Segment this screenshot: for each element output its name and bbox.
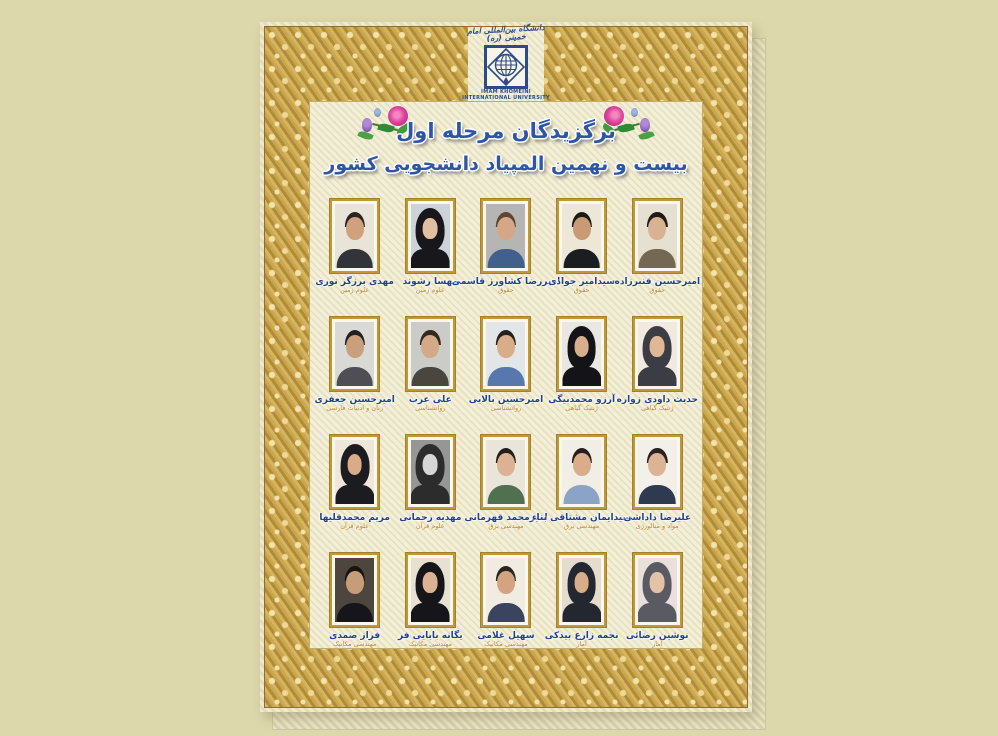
person-card [616, 317, 698, 435]
portrait-frame [406, 199, 455, 273]
person-field: علوم قرآن [340, 522, 370, 531]
face-shape [497, 335, 515, 359]
portrait-frame [406, 553, 455, 627]
person-field: علوم زمین [415, 286, 445, 295]
portrait-photo [562, 558, 601, 622]
person-name: مهسا رشوند [402, 277, 459, 287]
university-logo [461, 22, 551, 101]
portrait-photo [335, 204, 374, 268]
torso-shape [412, 367, 449, 386]
person-name: مهدی برزگر نوری [315, 277, 394, 287]
person-field: مواد و متالورژی [635, 522, 679, 531]
person-name: نوشین رضائی [626, 631, 689, 641]
ornamental-gold-frame [264, 22, 748, 708]
torso-shape [336, 249, 373, 268]
person-name: آرزو محمدبیگی [548, 395, 616, 405]
portrait-frame [481, 553, 530, 627]
university-name-en-line2: INTERNATIONAL UNIVERSITY [462, 94, 550, 101]
face-shape [573, 453, 591, 477]
face-shape [648, 453, 666, 477]
person-card [464, 435, 548, 553]
person-field: روانشناسی [490, 404, 522, 413]
person-card [395, 317, 465, 435]
torso-shape [411, 249, 450, 268]
person-field: حقوق [649, 286, 666, 295]
person-card [547, 199, 617, 317]
person-field: روانشناسی [415, 404, 446, 413]
portrait-photo [562, 322, 601, 386]
poster-title-line2: بیست و نهمین المپیاد دانشجویی کشور [324, 153, 688, 175]
face-shape [346, 335, 364, 359]
portrait-photo [638, 204, 677, 268]
portrait-photo [638, 440, 677, 504]
person-name: سیدامیر جوادی [548, 277, 616, 287]
portrait-photo [638, 558, 677, 622]
face-shape [650, 572, 665, 592]
person-card [395, 435, 465, 553]
person-name: مهدیه رحمانی [399, 513, 462, 523]
torso-shape [562, 367, 601, 386]
torso-shape [411, 603, 450, 622]
face-shape [650, 336, 665, 356]
portrait-photo [411, 204, 450, 268]
person-name: فراز صمدی [329, 631, 381, 641]
portrait-frame [330, 435, 379, 509]
torso-shape [336, 603, 373, 622]
portrait-frame [633, 435, 682, 509]
torso-shape [335, 485, 374, 504]
poster-inner-panel [309, 101, 703, 649]
torso-shape [488, 485, 525, 504]
person-field: مهندسی مکانیک [408, 640, 453, 649]
university-calligraphy: دانشگاه بین‌المللی امام خمینی (ره) [466, 22, 545, 44]
torso-shape [488, 249, 525, 268]
globe-emblem-icon [484, 45, 528, 89]
portrait-photo [562, 440, 601, 504]
portrait-frame [330, 317, 379, 391]
title-block [310, 114, 702, 180]
person-field: آمار [576, 640, 587, 649]
person-card [315, 199, 394, 317]
person-card [622, 435, 692, 553]
person-name: امیرحسین جعفری [314, 395, 395, 405]
portrait-photo [411, 558, 450, 622]
portrait-frame [481, 317, 530, 391]
person-card [451, 199, 561, 317]
people-row [310, 435, 702, 553]
person-card [614, 199, 701, 317]
portrait-frame [557, 199, 606, 273]
portrait-photo [562, 204, 601, 268]
person-card [622, 553, 692, 671]
person-card [395, 199, 465, 317]
person-field: مهندسی مکانیک [484, 640, 528, 649]
person-field: حقوق [573, 286, 590, 295]
portrait-frame [633, 317, 682, 391]
portrait-frame [557, 553, 606, 627]
face-shape [423, 572, 438, 592]
torso-shape [488, 603, 525, 622]
person-card [320, 553, 390, 671]
person-name: نجمه زارع بیدکی [544, 631, 619, 641]
people-grid [310, 199, 702, 648]
portrait-photo [486, 440, 525, 504]
person-field: مهندسی مکانیک [332, 640, 377, 649]
face-shape [346, 571, 364, 595]
person-card [395, 553, 465, 671]
person-name: علی عرب [408, 395, 452, 405]
person-field: علوم قرآن [415, 522, 445, 531]
person-field: ژنتیک گیاهی [565, 404, 598, 413]
portrait-frame [330, 199, 379, 273]
face-shape [574, 572, 589, 592]
person-card [468, 317, 544, 435]
face-shape [347, 454, 362, 474]
portrait-frame [633, 199, 682, 273]
person-name: علیرضا داداشی [623, 513, 692, 523]
person-name: امیرحسین بالایی [468, 395, 544, 405]
torso-shape [638, 603, 677, 622]
portrait-photo [486, 558, 525, 622]
torso-shape [639, 485, 676, 504]
olympiad-poster [260, 22, 752, 712]
person-field: آمار [652, 640, 663, 649]
face-shape [574, 336, 589, 356]
person-name: سیدایمان مشتاقی بناء [531, 513, 632, 523]
people-row [310, 553, 702, 671]
people-row [310, 199, 702, 317]
face-shape [421, 335, 439, 359]
portrait-photo [638, 322, 677, 386]
person-name: مریم محمدقلیها [319, 513, 390, 523]
face-shape [648, 217, 666, 241]
person-card [314, 317, 395, 435]
person-field: ژنتیک گیاهی [640, 404, 674, 413]
portrait-frame [406, 435, 455, 509]
person-name: امیرحسین قنبرزاده [614, 277, 701, 287]
portrait-photo [411, 440, 450, 504]
person-card [547, 317, 617, 435]
people-row [310, 317, 702, 435]
person-card [544, 553, 619, 671]
portrait-frame [481, 199, 530, 273]
portrait-frame [557, 317, 606, 391]
torso-shape [488, 367, 525, 386]
torso-shape [563, 485, 600, 504]
face-shape [423, 218, 438, 238]
person-field: علوم زمین [340, 286, 370, 295]
portrait-photo [335, 440, 374, 504]
person-card [471, 553, 541, 671]
portrait-frame [557, 435, 606, 509]
portrait-photo [486, 322, 525, 386]
portrait-photo [486, 204, 525, 268]
torso-shape [638, 367, 677, 386]
person-field: مهندسی برق [564, 522, 600, 531]
person-field: مهندسی برق [488, 522, 524, 531]
portrait-frame [330, 553, 379, 627]
poster-title-line1: برگزیدگان مرحله اول [396, 119, 616, 143]
portrait-frame [633, 553, 682, 627]
person-field: زبان و ادبیات فارسی [326, 404, 383, 413]
torso-shape [563, 249, 600, 268]
torso-shape [411, 485, 450, 504]
person-card [320, 435, 390, 553]
face-shape [423, 454, 438, 474]
portrait-frame [481, 435, 530, 509]
portrait-photo [335, 558, 374, 622]
person-name: حدیث داودی زواره [616, 395, 698, 405]
person-name: سهیل غلامی [477, 631, 535, 641]
person-field: حقوق [498, 286, 514, 295]
face-shape [573, 217, 591, 241]
person-name: یگانه بابایی فر [398, 631, 463, 641]
torso-shape [639, 249, 676, 268]
face-shape [497, 217, 515, 241]
person-card [531, 435, 632, 553]
portrait-photo [411, 322, 450, 386]
torso-shape [336, 367, 373, 386]
person-name: امیررضا کشاورز قاسمی [451, 277, 561, 287]
face-shape [497, 453, 515, 477]
university-name-en-line1: IMAM KHOMEINI [481, 88, 531, 95]
face-shape [346, 217, 364, 241]
portrait-photo [335, 322, 374, 386]
face-shape [497, 571, 515, 595]
torso-shape [562, 603, 601, 622]
portrait-frame [406, 317, 455, 391]
person-name: امیرمحمد قهرمانی [464, 513, 548, 523]
